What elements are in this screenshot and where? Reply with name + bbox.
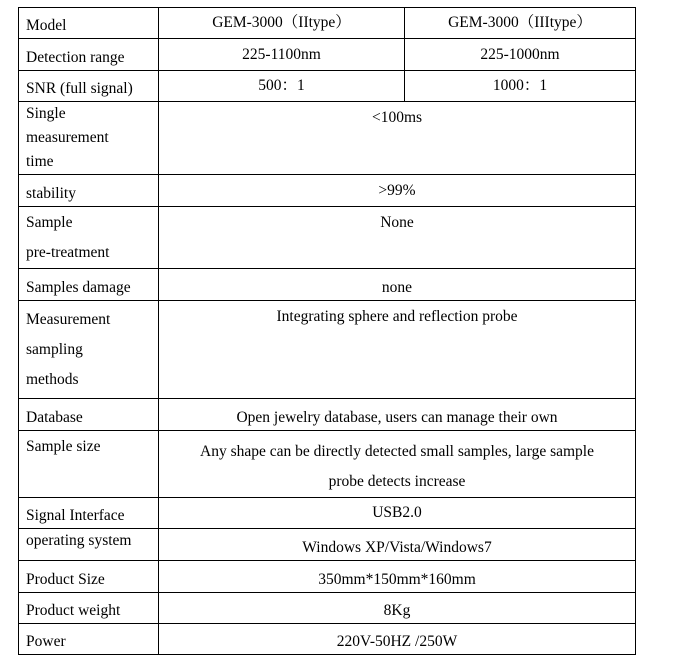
- cell-value: 225-1000nm: [405, 39, 636, 71]
- row-label: stability: [19, 175, 159, 207]
- cell-value: 1000：1: [405, 71, 636, 102]
- row-label: Signal Interface: [19, 498, 159, 529]
- label-line: Measurement: [26, 310, 111, 328]
- label-line: methods: [26, 370, 79, 388]
- table-row-power: [19, 624, 636, 655]
- table-row-detection-range: [19, 39, 636, 71]
- cell-value: 220V-50HZ /250W: [159, 624, 636, 655]
- table-row-sample-pretreatment: [19, 207, 636, 269]
- spec-table: [18, 7, 636, 655]
- cell-value: >99%: [159, 175, 636, 207]
- cell-value: 350mm*150mm*160mm: [159, 561, 636, 593]
- table-row-model: [19, 8, 636, 39]
- row-label: operating system: [19, 529, 159, 561]
- row-label: Database: [19, 399, 159, 431]
- table-row-product-size: [19, 561, 636, 593]
- row-label: Sample size: [19, 431, 159, 498]
- row-label: [19, 207, 159, 269]
- label-line: Single: [26, 105, 66, 122]
- cell-value: 8Kg: [159, 593, 636, 624]
- row-label: SNR (full signal): [19, 71, 159, 102]
- table-row-samples-damage: [19, 269, 636, 301]
- cell-value: USB2.0: [159, 498, 636, 529]
- cell-value: None: [159, 207, 636, 269]
- label-line: time: [26, 153, 54, 170]
- label-line: Sample: [26, 213, 73, 231]
- row-label: [19, 301, 159, 399]
- row-label: Model: [19, 8, 159, 39]
- cell-value: Integrating sphere and reflection probe: [159, 301, 636, 399]
- table-row-stability: [19, 175, 636, 207]
- table-row-measurement-sampling-methods: [19, 301, 636, 399]
- cell-value: Open jewelry database, users can manage their own: [159, 399, 636, 431]
- label-line: sampling: [26, 340, 83, 358]
- row-label: Detection range: [19, 39, 159, 71]
- value-line: probe detects increase: [328, 473, 466, 490]
- model-ii-type: GEM-3000（IItype）: [159, 8, 405, 39]
- cell-value: 500：1: [159, 71, 405, 102]
- table-row-sample-size: [19, 431, 636, 498]
- value-line: Any shape can be directly detected small samples, large sample: [200, 443, 594, 460]
- cell-value: 225-1100nm: [159, 39, 405, 71]
- label-line: pre-treatment: [26, 243, 110, 261]
- cell-value: none: [159, 269, 636, 301]
- table-row-single-measurement-time: [19, 102, 636, 175]
- row-label: Power: [19, 624, 159, 655]
- label-line: measurement: [26, 129, 109, 146]
- cell-value: Windows XP/Vista/Windows7: [159, 529, 636, 561]
- table-row-database: [19, 399, 636, 431]
- row-label: Product weight: [19, 593, 159, 624]
- row-label: Samples damage: [19, 269, 159, 301]
- model-iii-type: GEM-3000（IIItype）: [405, 8, 636, 39]
- row-label: Product Size: [19, 561, 159, 593]
- row-label: [19, 102, 159, 175]
- table-row-snr: [19, 71, 636, 102]
- cell-value: <100ms: [159, 102, 636, 175]
- cell-value: [159, 431, 636, 498]
- table-row-product-weight: [19, 593, 636, 624]
- table-row-operating-system: [19, 529, 636, 561]
- table-row-signal-interface: [19, 498, 636, 529]
